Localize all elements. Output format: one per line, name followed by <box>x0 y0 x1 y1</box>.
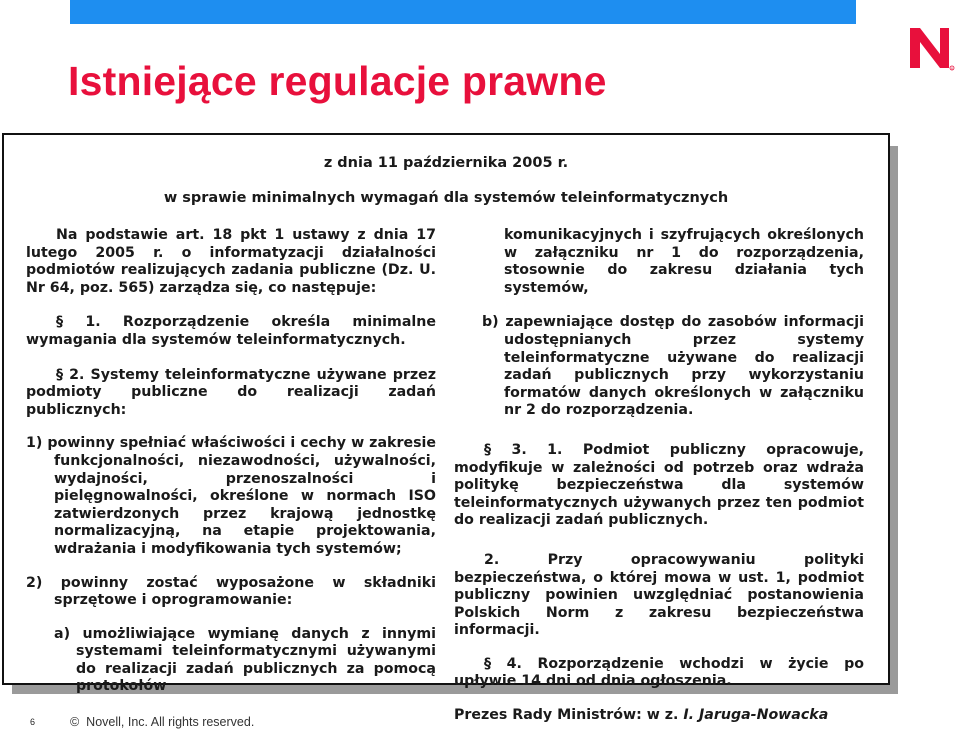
point-2b-paragraph: b) zapewniające dostęp do zasobów informacji udostępnianych przez systemy teleinformatyczne używane do realizacji zadań publicznych przy wykorzystaniu formatów danych określonych w załączniku nr 2 do rozporządzenia. <box>482 314 864 419</box>
slide-title: Istniejące regulacje prawne <box>68 58 607 104</box>
point-2a-paragraph: a) umożliwiające wymianę danych z innymi systemami teleinformatycznymi używanymi do realizacji zadań publicznych za pomocą protokołów <box>54 625 436 695</box>
document-right-column <box>454 227 864 725</box>
copyright-symbol: © <box>70 715 80 729</box>
signature-name: I. Jaruga-Nowacka <box>683 707 829 724</box>
section-1-paragraph: § 1. Rozporządzenie określa minimalne wymagania dla systemów teleinformatycznych. <box>26 314 436 348</box>
section-3-1-paragraph: § 3. 1. Podmiot publiczny opracowuje, modyfikuje w zależności od potrzeb oraz wdraża politykę bezpieczeństwa dla systemów teleinformatycznych używanych przez ten podmiot do realizacji zadań publicznych. <box>454 441 864 529</box>
novell-logo-icon <box>905 24 955 72</box>
section-2-paragraph: § 2. Systemy teleinformatyczne używane przez podmioty publiczne do realizacji zadań publicznych: <box>26 366 436 418</box>
point-2a-continuation: komunikacyjnych i szyfrujących określonych w załączniku nr 1 do rozporządzenia, stosownie do zakresu działania tych systemów, <box>504 227 864 296</box>
page-number: 6 <box>30 717 36 727</box>
signature-line <box>454 707 864 725</box>
preamble-paragraph: Na podstawie art. 18 pkt 1 ustawy z dnia 17 lutego 2005 r. o informatyzacji działalności podmiotów realizujących zadania publiczne (Dz. U. Nr 64, poz. 565) zarządza się, co następuje: <box>26 227 436 296</box>
point-2-paragraph: 2) powinny zostać wyposażone w składniki sprzętowe i oprogramowanie: <box>26 574 436 609</box>
document-left-column <box>26 227 436 696</box>
top-accent-bar <box>70 0 856 24</box>
section-3-2-paragraph: 2. Przy opracowywaniu polityki bezpieczeństwa, o której mowa w ust. 1, podmiot publiczny powinien uwzględniać postanowienia Polskich Norm z zakresu bezpieczeństwa informacji. <box>454 551 864 639</box>
signature-prefix: Prezes Rady Ministrów: w z. <box>454 707 684 724</box>
document-subject: w sprawie minimalnych wymagań dla systemów teleinformatycznych <box>163 190 729 206</box>
point-1-paragraph: 1) powinny spełniać właściwości i cechy w zakresie funkcjonalności, niezawodności, używalności, wydajności, przenoszalności i pielęgnowalności, określone w normach ISO zatwierdzonych przez krajową jednostkę normalizacyjną, na etapie projektowania, wdrażania i modyfikowania tych systemów; <box>26 435 436 557</box>
copyright-text: Novell, Inc. All rights reserved. <box>86 715 255 729</box>
document-date-line: z dnia 11 października 2005 r. <box>323 155 569 171</box>
svg-text:R: R <box>950 66 954 71</box>
section-4-paragraph: § 4. Rozporządzenie wchodzi w życie po upływie 14 dni od dnia ogłoszenia. <box>454 655 864 690</box>
copyright-notice <box>70 715 254 729</box>
